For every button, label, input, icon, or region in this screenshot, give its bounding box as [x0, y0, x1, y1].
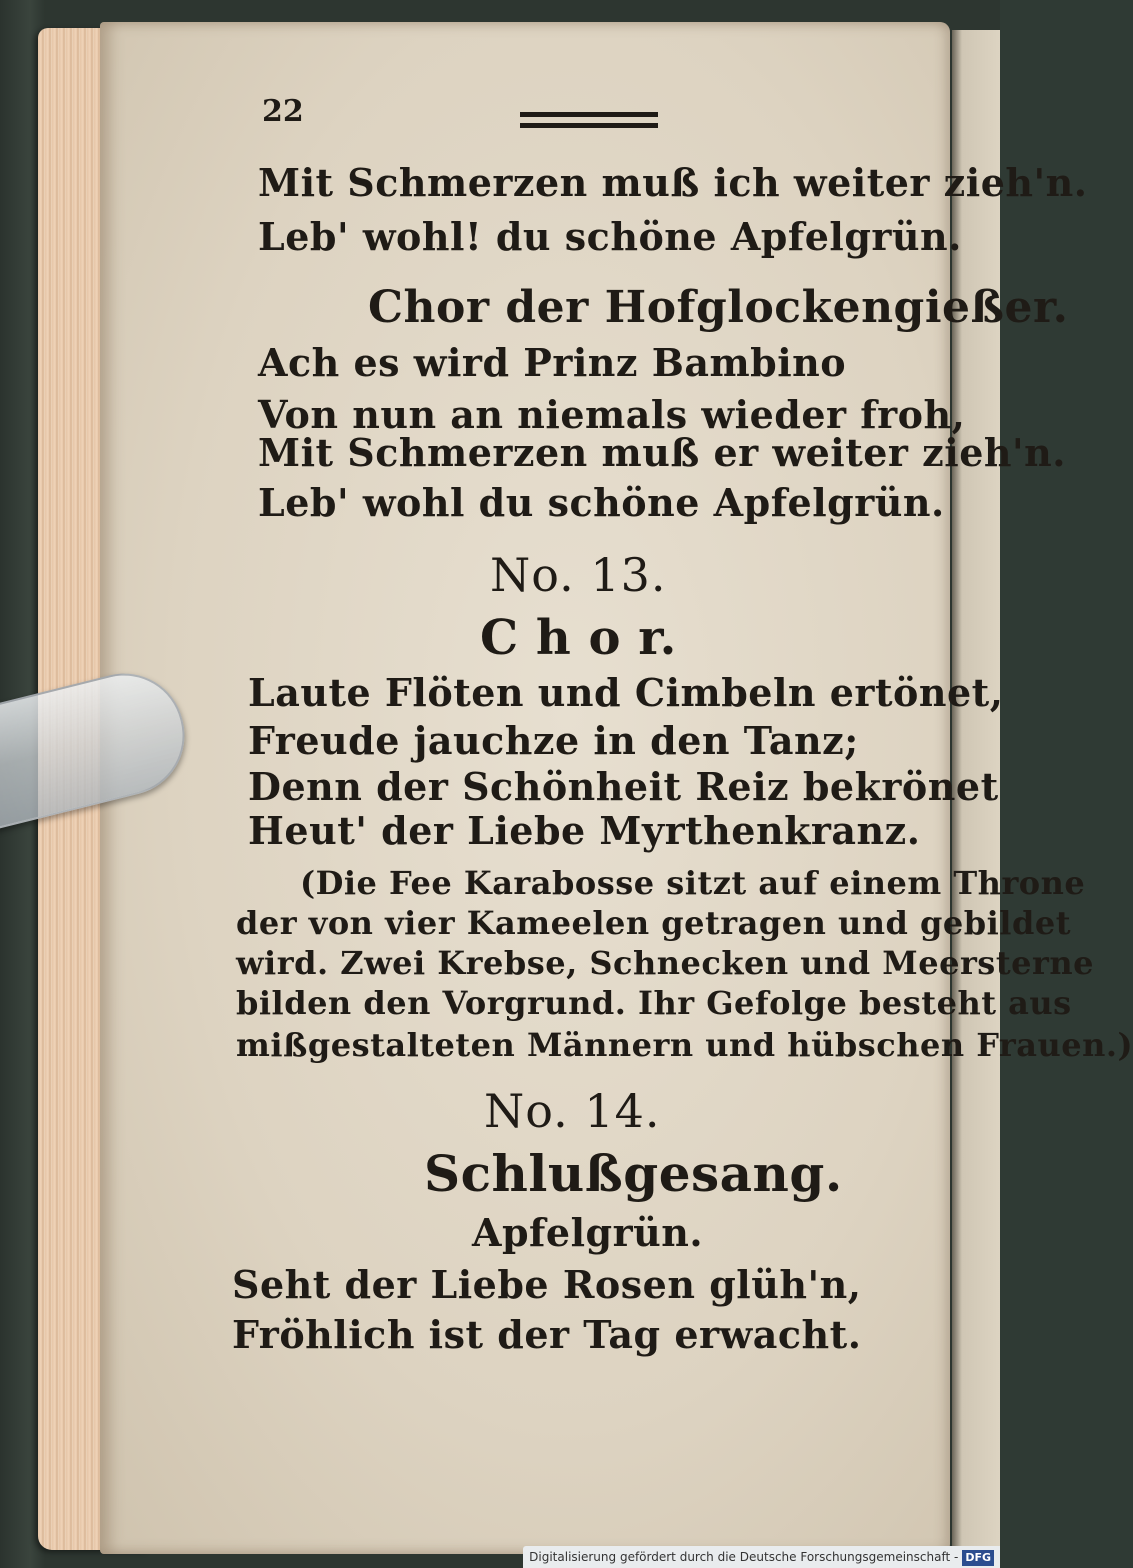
section-heading-chor: C h o r.	[480, 610, 677, 666]
number-heading-13: No. 13.	[490, 548, 667, 602]
header-rule	[520, 112, 658, 128]
footer-text: Digitalisierung gefördert durch die Deutsche Forschungsgemeinschaft -	[529, 1550, 959, 1564]
text-line: Freude jauchze in den Tanz;	[248, 718, 859, 763]
stage-direction-line: mißgestalteten Männern und hübschen Frauen.)	[236, 1026, 1133, 1064]
text-line: Denn der Schönheit Reiz bekrönet	[248, 764, 999, 809]
dfg-logo: DFG	[962, 1550, 994, 1566]
text-line: Seht der Liebe Rosen glüh'n,	[232, 1262, 862, 1307]
stage-direction-line: der von vier Kameelen getragen und gebildet	[236, 904, 1071, 942]
text-line: Leb' wohl! du schöne Apfelgrün.	[258, 214, 962, 259]
text-line: Fröhlich ist der Tag erwacht.	[232, 1312, 862, 1357]
section-heading-final: Schlußgesang.	[424, 1144, 843, 1203]
chorus-heading: Chor der Hofglockengießer.	[368, 282, 1069, 333]
text-line: Laute Flöten und Cimbeln ertönet,	[248, 670, 1004, 715]
text-line: Von nun an niemals wieder froh,	[258, 392, 966, 437]
text-line: Leb' wohl du schöne Apfelgrün.	[258, 480, 945, 525]
text-line: Heut' der Liebe Myrthenkranz.	[248, 808, 921, 853]
singer-name: Apfelgrün.	[472, 1210, 704, 1255]
stage-direction-line: wird. Zwei Krebse, Schnecken und Meersterne	[236, 944, 1094, 982]
stage-direction-line: bilden den Vorgrund. Ihr Gefolge besteht aus	[236, 984, 1072, 1022]
stage-direction-line: (Die Fee Karabosse sitzt auf einem Throne	[300, 864, 1086, 902]
text-line: Mit Schmerzen muß er weiter zieh'n.	[258, 430, 1066, 475]
number-heading-14: No. 14.	[484, 1084, 661, 1138]
text-line: Mit Schmerzen muß ich weiter zieh'n.	[258, 160, 1088, 205]
text-line: Ach es wird Prinz Bambino	[258, 340, 847, 385]
footer-credit	[523, 1546, 1000, 1568]
page-number: 22	[262, 94, 304, 129]
